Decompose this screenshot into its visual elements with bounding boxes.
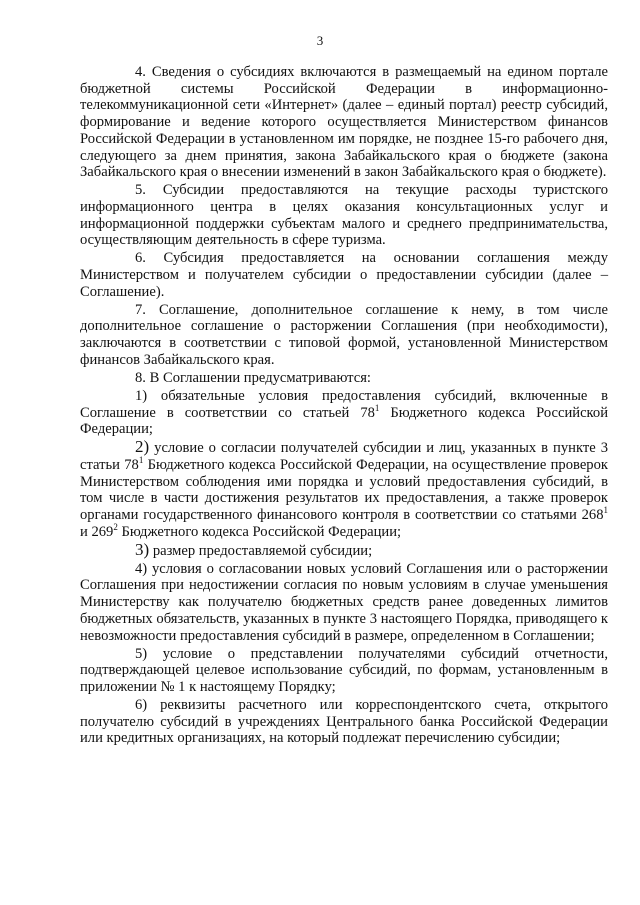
superscript: 1 [603,505,608,516]
list-item-1 [80,388,608,438]
list-item-3-text: размер предоставляемой субсидии; [149,542,373,559]
superscript: 2 [113,521,118,532]
list-item-2-text-c: и 269 [80,523,114,540]
list-item-2-number: 2) [135,437,150,457]
list-item-3 [80,539,608,560]
list-item-2 [80,439,608,540]
list-item-2-text-d: Бюджетного кодекса Российской Федерации; [117,523,402,540]
document-body [80,64,608,748]
paragraph-5: 5. Субсидии предоставляются на текущие расходы туристского информационного центра в целях оказания консультационных услуг и информационной поддержки субъектам малого и среднего предпринимательства, осуществляющим деятельность в сфере туризма. [80,182,608,249]
list-item-5: 5) условие о представлении получателями субсидий отчетности, подтверждающей целевое использование субсидий, по формам, установленным в приложении № 1 к настоящему Порядку; [80,645,608,695]
paragraph-4: 4. Сведения о субсидиях включаются в размещаемый на едином портале бюджетной системы Российской Федерации в информационно-телекоммуникационной сети «Интернет» (далее – единый портал) реестр субсидий, формирование и ведение которого осуществляется Министерством финансов Российской Федерации в установленном им порядке, не позднее 15-го рабочего дня, следующего за днем принятия, закона Забайкальского края о бюджете (закона Забайкальского края о внесении изменений в закон Забайкальского края о бюджете). [80,64,608,181]
list-item-4: 4) условия о согласовании новых условий Соглашения или о расторжении Соглашения при недостижении согласия по новым условиям в случае уменьшения Министерству как получателю бюджетных средств ранее доведенных лимитов бюджетных обязательств, указанных в пункте 3 настоящего Порядка, приводящего к невозможности предоставления субсидий в размере, определенном в Соглашении; [80,560,608,644]
list-item-3-number: 3) [135,539,150,559]
paragraph-8: 8. В Соглашении предусматриваются: [135,369,371,386]
list-item-1-text-a: 1) обязательные условия предоставления субсидий, включенные в Соглашение в соответствии со статьей 78 [80,387,608,421]
superscript: 1 [374,402,380,413]
paragraph-6: 6. Субсидия предоставляется на основании соглашения между Министерством и получателем субсидии о предоставлении субсидии (далее – Соглашение). [80,250,608,300]
list-item-1-text-b: Бюджетного кодекса Российской Федерации; [80,404,609,438]
page-number: 3 [316,33,324,48]
list-item-6: 6) реквизиты расчетного или корреспондентского счета, открытого получателю субсидий в учреждениях Центрального банка Российской Федерации или кредитных организациях, на который подлежат перечислению субсидии; [80,696,608,747]
paragraph-7: 7. Соглашение, дополнительное соглашение к нему, в том числе дополнительное соглашение о расторжении Соглашения (при необходимости), заключаются в соответствии с типовой формой, установленной Министерством финансов Забайкальского края. [80,301,608,368]
superscript: 1 [138,454,144,465]
list-item-2-text-a: условие о согласии получателей субсидии и лиц, указанных в пункте 3 статьи 78 [80,440,608,473]
list-item-2-text-b: Бюджетного кодекса Российской Федерации, на осуществление проверок Министерством соблюдения ими порядка и условий предоставления субсидий, в том числе в части достижения результатов их предоставления, а также проверок органами государственного финансового контроля в соответствии со статьями 268 [80,456,608,524]
